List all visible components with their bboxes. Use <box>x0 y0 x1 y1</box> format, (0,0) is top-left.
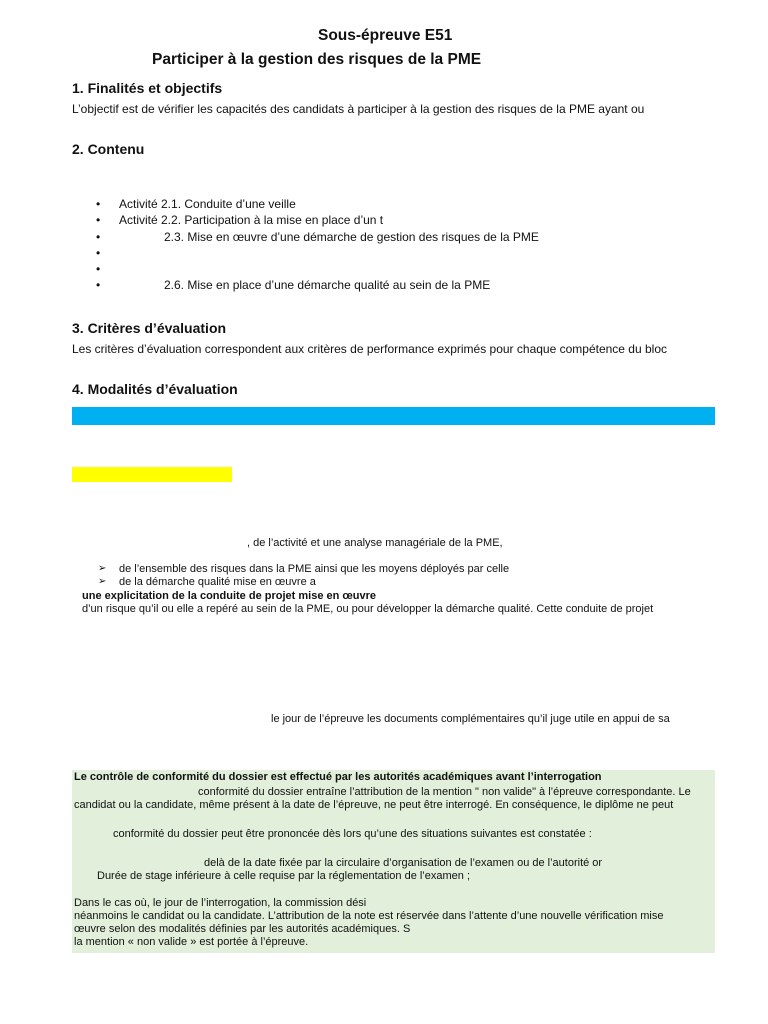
highlight-bar-yellow <box>72 467 232 482</box>
bullet-icon: • <box>96 262 101 276</box>
conformity-p4-line3: œuvre selon des modalités définies par les autorités académiques. S <box>74 923 411 935</box>
section-3-text: Les critères d’évaluation correspondent aux critères de performance exprimés pour chaque compétence du bloc <box>72 342 667 356</box>
explicitation-heading: une explicitation de la conduite de projet mise en œuvre <box>82 590 377 602</box>
explicitation-text: d’un risque qu’il ou elle a repéré au sein de la PME, ou pour développer la démarche qualité. Cette conduite de projet <box>82 603 654 615</box>
conformity-p4-line1: Dans le cas où, le jour de l’interrogation, la commission dési <box>74 897 367 909</box>
arrow-item-risques: de l’ensemble des risques dans la PME ainsi que les moyens déployés par celle <box>119 563 510 575</box>
section-1-text: L’objectif est de vérifier les capacités des candidats à participer à la gestion des risques de la PME ayant ou <box>72 102 645 116</box>
highlight-bar-blue <box>72 407 715 425</box>
section-1-heading: 1. Finalités et objectifs <box>72 80 223 96</box>
list-item-label: Activité 2.2. Participation à la mise en place d’un t <box>119 213 384 227</box>
section-4-heading: 4. Modalités d’évaluation <box>72 381 238 397</box>
list-item-label: 2.3. Mise en œuvre d’une démarche de gestion des risques de la PME <box>164 230 539 244</box>
conformity-p1-line2: candidat ou la candidate, même présent à la date de l’épreuve, ne peut être interrogé. En conséquence, le diplôme ne peut <box>74 799 674 811</box>
arrow-bullet-icon: ➢ <box>98 576 107 587</box>
conformity-p4-line4: la mention « non valide » est portée à l’épreuve. <box>74 936 309 948</box>
document-title: Sous-épreuve E51 <box>318 27 453 44</box>
bullet-icon: • <box>96 197 101 211</box>
conformity-p1-line1: conformité du dossier entraîne l’attribution de la mention " non valide" à l’épreuve correspondante. Le <box>198 786 691 798</box>
conformity-p4-line2: néanmoins le candidat ou la candidate. L’attribution de la note est réservée dans l’attente d’une nouvelle vérification mise <box>74 910 664 922</box>
section-3-heading: 3. Critères d’évaluation <box>72 320 227 336</box>
list-item-label: 2.6. Mise en place d’une démarche qualité au sein de la PME <box>164 278 491 292</box>
conformity-p3-line2: Durée de stage inférieure à celle requise par la réglementation de l’examen ; <box>97 870 470 882</box>
arrow-bullet-icon: ➢ <box>98 563 107 574</box>
arrow-item-qualite: de la démarche qualité mise en œuvre a <box>119 576 316 588</box>
bullet-icon: • <box>96 278 101 292</box>
list-item-label: Activité 2.1. Conduite d’une veille <box>119 197 296 211</box>
bullet-icon: • <box>96 246 101 260</box>
analyse-text: , de l’activité et une analyse managériale de la PME, <box>247 537 503 549</box>
section-2-heading: 2. Contenu <box>72 141 145 157</box>
conformity-p3-line1: delà de la date fixée par la circulaire d’organisation de l’examen ou de l’autorité or <box>204 857 603 869</box>
documents-text: le jour de l’épreuve les documents complémentaires qu’il juge utile en appui de sa <box>271 713 670 725</box>
conformity-heading: Le contrôle de conformité du dossier est effectué par les autorités académiques avant l’interrogation <box>74 771 602 783</box>
conformity-p2: conformité du dossier peut être prononcée dès lors qu’une des situations suivantes est constatée : <box>113 828 592 840</box>
document-subtitle: Participer à la gestion des risques de la PME <box>152 51 482 68</box>
bullet-icon: • <box>96 230 101 244</box>
bullet-icon: • <box>96 213 101 227</box>
